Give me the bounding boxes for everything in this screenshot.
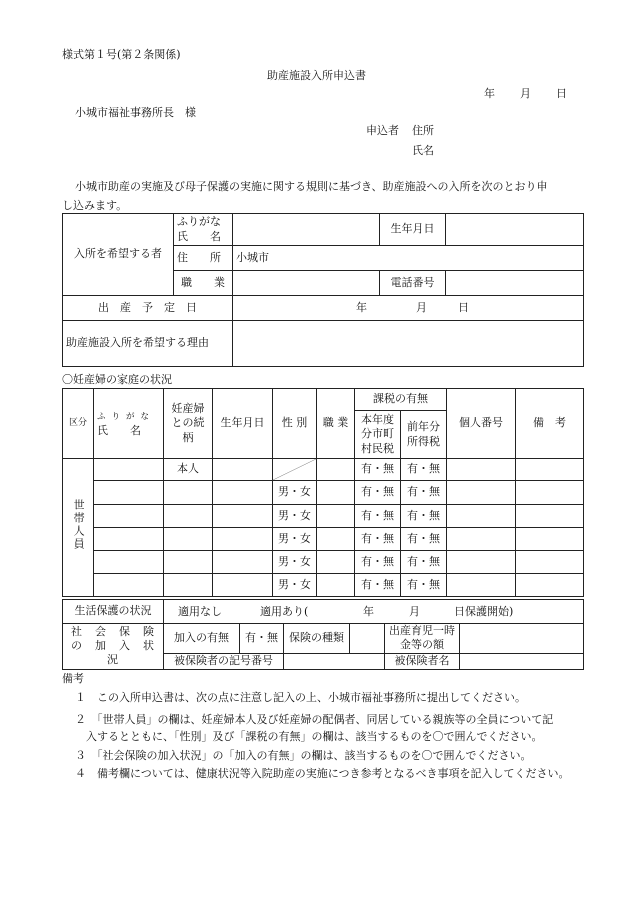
sex-cell[interactable]: 男・女 [273, 551, 317, 574]
family-relation-cell[interactable] [164, 528, 213, 551]
welfare-insurance-table [62, 599, 584, 670]
col-name: 氏 名 [97, 423, 141, 437]
insurance-type-label: 保険の種類 [284, 624, 350, 654]
reason-label: 助産施設入所を希望する理由 [63, 321, 233, 367]
tax-income-cell[interactable]: 有・無 [401, 505, 447, 528]
family-heading: 〇妊産婦の家庭の状況 [62, 373, 172, 386]
tax-income-cell[interactable]: 有・無 [401, 459, 447, 481]
col-remarks: 備 考 [516, 389, 584, 459]
tax-income-cell[interactable]: 有・無 [401, 551, 447, 574]
tax-income-cell[interactable]: 有・無 [401, 481, 447, 505]
addressee: 小城市福祉事務所長 様 [75, 106, 196, 119]
table-row [63, 481, 584, 505]
number-cell[interactable] [447, 551, 516, 574]
family-job-cell[interactable] [317, 481, 355, 505]
number-cell[interactable] [447, 505, 516, 528]
family-name-cell[interactable] [94, 528, 164, 551]
household-label-text: 世帯人員 [72, 499, 86, 552]
welfare-none: 適用なし [178, 605, 222, 618]
symbol-number-label: 被保険者の記号番号 [164, 653, 284, 669]
due-year: 年 [356, 301, 367, 314]
note-4: ４ 備考欄については、健康状況等入院助産の実施につき参考となるべき事項を記入してください。 [75, 767, 570, 780]
phone-field[interactable] [446, 271, 584, 296]
insured-name-field[interactable] [460, 653, 584, 669]
family-birth-cell[interactable] [213, 528, 273, 551]
family-relation-cell[interactable] [164, 574, 213, 597]
insurance-label: 社 会 保 険の 加 入 状 況 [63, 624, 164, 670]
family-birth-cell[interactable] [213, 574, 273, 597]
family-name-cell[interactable] [94, 505, 164, 528]
family-name-cell[interactable] [94, 481, 164, 505]
remarks-cell[interactable] [516, 505, 584, 528]
family-name-cell[interactable] [94, 574, 164, 597]
tax-resident-cell[interactable]: 有・無 [355, 528, 401, 551]
col-tax-resident: 本年度分市町村民税 [355, 411, 401, 459]
family-table [62, 388, 584, 597]
intro-line-1: 小城市助産の実施及び母子保護の実施に関する規則に基づき、助産施設への入所を次のとおり申 [75, 180, 548, 193]
household-label [63, 459, 94, 597]
number-cell[interactable] [447, 459, 516, 481]
page-title: 助産施設入所申込書 [267, 69, 366, 82]
col-birth: 生年月日 [213, 389, 273, 459]
family-relation-cell[interactable] [164, 551, 213, 574]
due-month: 月 [416, 301, 427, 314]
family-name-cell[interactable] [94, 459, 164, 481]
name-field[interactable] [233, 214, 380, 246]
name-label: 氏 名 [177, 229, 221, 243]
note-2: ２ 「世帯人員」の欄は、妊産婦本人及び妊産婦の配偶者、同居している親族等の全員について記 [75, 713, 554, 726]
remarks-cell[interactable] [516, 574, 584, 597]
col-relation: 妊産婦との続柄 [164, 389, 213, 459]
sex-cell[interactable]: 男・女 [273, 574, 317, 597]
col-name-header [94, 389, 164, 459]
number-cell[interactable] [447, 574, 516, 597]
col-furigana: ふりがな [97, 412, 156, 423]
birth-field[interactable] [446, 214, 584, 246]
welfare-applied: 適用あり( [260, 605, 309, 618]
address-label: 住 所 [174, 246, 233, 271]
family-birth-cell[interactable] [213, 481, 273, 505]
intro-line-2: し込みます。 [62, 199, 128, 212]
col-kubun: 区分 [63, 389, 94, 459]
family-birth-cell[interactable] [213, 505, 273, 528]
family-birth-cell[interactable] [213, 459, 273, 481]
remarks-cell[interactable] [516, 481, 584, 505]
welfare-year: 年 [363, 605, 374, 618]
family-job-cell[interactable] [317, 574, 355, 597]
applicant-name-label: 氏名 [412, 144, 434, 157]
symbol-number-field[interactable] [284, 653, 385, 669]
family-job-cell[interactable] [317, 505, 355, 528]
reason-field[interactable] [233, 321, 584, 367]
diagonal-line [273, 459, 316, 480]
col-tax-income: 前年分所得税 [401, 411, 447, 459]
applicant-label: 申込者 [366, 124, 399, 137]
furigana-name-label [174, 214, 233, 246]
family-job-cell[interactable] [317, 551, 355, 574]
address-field[interactable]: 小城市 [233, 246, 584, 271]
insurance-yes-no[interactable]: 有・無 [240, 624, 284, 654]
col-job: 職 業 [317, 389, 355, 459]
date-year: 年 [484, 87, 495, 100]
note-3: ３ 「社会保険の加入状況」の「加入の有無」の欄は、該当するものを〇で囲んでください。 [75, 749, 532, 762]
tax-resident-cell[interactable]: 有・無 [355, 574, 401, 597]
family-name-cell[interactable] [94, 551, 164, 574]
note-2-cont: 入するとともに、「性別」及び「課税の有無」の欄は、該当するものを〇で囲んでください。 [75, 730, 543, 743]
sex-cell[interactable]: 男・女 [273, 481, 317, 505]
birth-label: 生年月日 [380, 214, 446, 246]
applicant-table [62, 213, 584, 367]
note-1: １ この入所申込書は、次の点に注意し記入の上、小城市福祉事務所に提出してください。 [75, 691, 526, 704]
form-number: 様式第１号(第２条関係) [62, 48, 181, 61]
table-row [63, 551, 584, 574]
family-job-cell[interactable] [317, 528, 355, 551]
welfare-field[interactable] [164, 600, 584, 624]
lump-sum-label: 出産育児一時金等の額 [385, 624, 460, 654]
notes-heading: 備考 [62, 672, 84, 685]
number-cell[interactable] [447, 528, 516, 551]
family-relation-cell[interactable] [164, 481, 213, 505]
family-relation-cell[interactable] [164, 505, 213, 528]
sex-cell[interactable]: 男・女 [273, 528, 317, 551]
tax-resident-cell[interactable]: 有・無 [355, 505, 401, 528]
welfare-day-start: 日保護開始) [454, 605, 514, 618]
welfare-label: 生活保護の状況 [63, 600, 164, 624]
number-cell[interactable] [447, 481, 516, 505]
table-row [63, 574, 584, 597]
welfare-month: 月 [409, 605, 420, 618]
family-job-cell[interactable] [317, 459, 355, 481]
job-label: 職 業 [174, 271, 233, 296]
phone-label: 電話番号 [380, 271, 446, 296]
job-field[interactable] [233, 271, 380, 296]
remarks-cell[interactable] [516, 459, 584, 481]
due-date-label: 出 産 予 定 日 [63, 296, 233, 321]
sex-diagonal-cell [273, 459, 317, 481]
tax-income-cell[interactable]: 有・無 [401, 528, 447, 551]
date-day: 日 [556, 87, 567, 100]
due-date-field[interactable] [233, 296, 584, 321]
col-sex: 性 別 [273, 389, 317, 459]
date-month: 月 [520, 87, 531, 100]
furigana-label: ふりがな [177, 215, 221, 229]
insurance-type-field[interactable] [350, 624, 385, 654]
insured-name-label: 被保険者名 [385, 653, 460, 669]
tax-resident-cell[interactable]: 有・無 [355, 459, 401, 481]
applicant-address-label: 住所 [412, 124, 434, 137]
applicant-section-label: 入所を希望する者 [63, 214, 174, 296]
notes [62, 672, 84, 686]
family-birth-cell[interactable] [213, 551, 273, 574]
col-number: 個人番号 [447, 389, 516, 459]
tax-resident-cell[interactable]: 有・無 [355, 551, 401, 574]
insurance-enrolled-label: 加入の有無 [164, 624, 240, 654]
col-tax: 課税の有無 [355, 389, 447, 411]
tax-income-cell[interactable]: 有・無 [401, 574, 447, 597]
sex-cell[interactable]: 男・女 [273, 505, 317, 528]
self-label: 本人 [164, 459, 213, 481]
table-row [63, 505, 584, 528]
remarks-cell[interactable] [516, 528, 584, 551]
tax-resident-cell[interactable]: 有・無 [355, 481, 401, 505]
due-day: 日 [458, 301, 469, 314]
table-row [63, 528, 584, 551]
lump-sum-field[interactable] [460, 624, 584, 654]
remarks-cell[interactable] [516, 551, 584, 574]
